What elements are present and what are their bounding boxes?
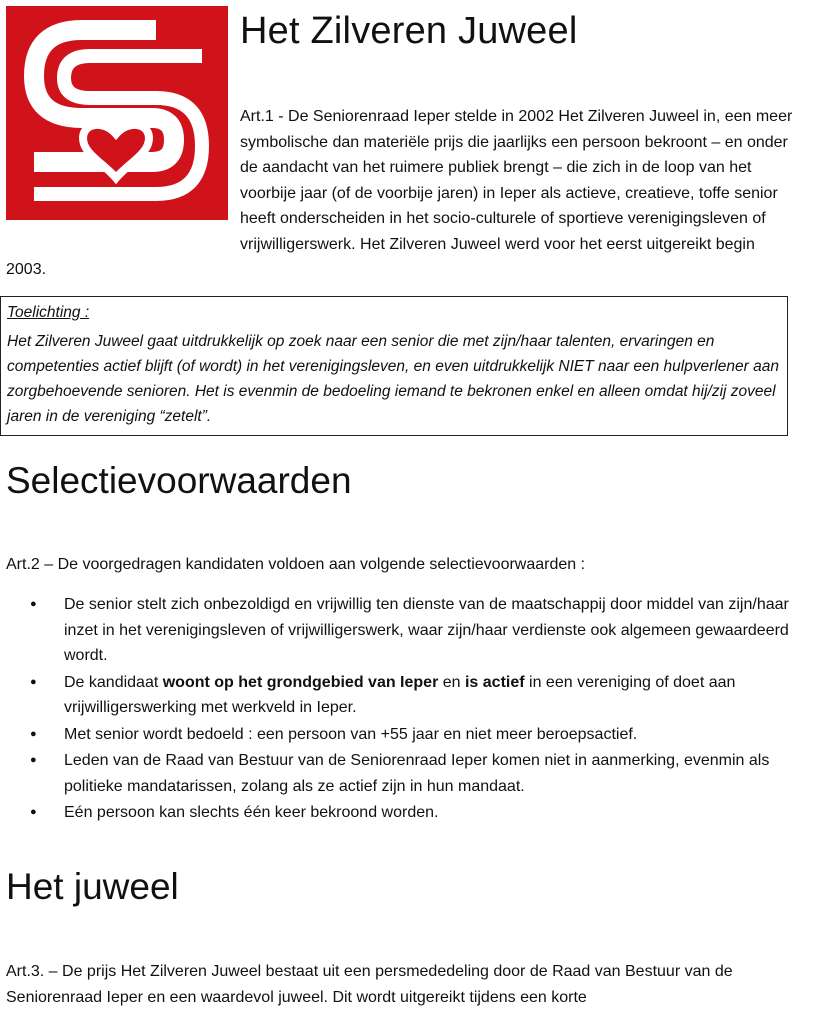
article-1-text: Art.1 - De Seniorenraad Ieper stelde in 2002 Het Zilveren Juweel in, een meer symbolische dan materiële prijs die jaarlijks een persoon bekroont – en onder de aandacht van het ruimere publiek brengt – die zich in de loop van het voorbije jaar (of de voorbije jaren) in Ieper als actieve, creatieve, toffe senior heeft onderscheiden in het socio-culturele of sportieve verenigingsleven of vrijwilligerswerk. Het Zilveren Juweel werd voor het eerst uitgereikt begin 2003. bbox=[6, 108, 793, 278]
criterion-3: Met senior wordt bedoeld : een persoon van +55 jaar en niet meer beroepsactief. bbox=[64, 725, 638, 743]
toelichting-label: Toelichting : bbox=[7, 304, 90, 321]
criterion-5: Eén persoon kan slechts één keer bekroond worden. bbox=[64, 804, 439, 821]
list-item bbox=[30, 800, 790, 826]
criterion-1: De senior stelt zich onbezoldigd en vrijwillig ten dienste van de maatschappij door middel van zijn/haar inzet in het verenigingsleven of vrijwilligerswerk, waar zijn/haar verdienste ook algemeen gewaardeerd wordt. bbox=[64, 596, 789, 664]
criterion-2-bold1: woont op het grondgebied van Ieper bbox=[162, 673, 439, 691]
toelichting-box bbox=[0, 296, 788, 436]
criterion-2-part1: De kandidaat bbox=[64, 673, 163, 691]
criterion-4: Leden van de Raad van Bestuur van de Seniorenraad Ieper komen niet in aanmerking, evenmin als politieke mandatarissen, zolang als ze actief zijn in hun mandaat. bbox=[64, 752, 770, 795]
article-2-intro: Art.2 – De voorgedragen kandidaten voldoen aan volgende selectievoorwaarden : bbox=[6, 556, 586, 573]
toelichting-text: Het Zilveren Juweel gaat uitdrukkelijk op zoek naar een senior die met zijn/haar talenten, ervaringen en competenties actief blijft (of wordt) in het verenigingsleven, en even uitdrukkelijk NIET naar een hulpverlener aan zorgbehoevende senioren. Het is evenmin de bedoeling iemand te bekronen enkel en alleen omdat hij/zij zoveel jaren in de vereniging “zetelt”. bbox=[7, 333, 779, 425]
article-1 bbox=[6, 104, 796, 283]
list-item bbox=[30, 722, 790, 748]
criterion-2-bold2: is actief bbox=[464, 673, 525, 691]
heading-selectievoorwaarden: Selectievoorwaarden bbox=[6, 460, 352, 501]
criteria-list bbox=[30, 592, 790, 827]
list-item bbox=[30, 670, 790, 721]
article-3-text: Art.3. – De prijs Het Zilveren Juweel bestaat uit een persmededeling door de Raad van Bestuur van de Seniorenraad Ieper en een waardevol juweel. Dit wordt uitgereikt tijdens een korte bbox=[6, 963, 733, 1006]
list-item bbox=[30, 592, 790, 669]
page-title: Het Zilveren Juweel bbox=[240, 10, 578, 52]
heading-het-juweel: Het juweel bbox=[6, 866, 179, 907]
list-item bbox=[30, 748, 790, 799]
criterion-2-part2: en bbox=[438, 673, 465, 691]
criterion-2-part3: in een vereniging of doet aan vrijwilligerswerking met werkveld in Ieper. bbox=[64, 673, 736, 716]
